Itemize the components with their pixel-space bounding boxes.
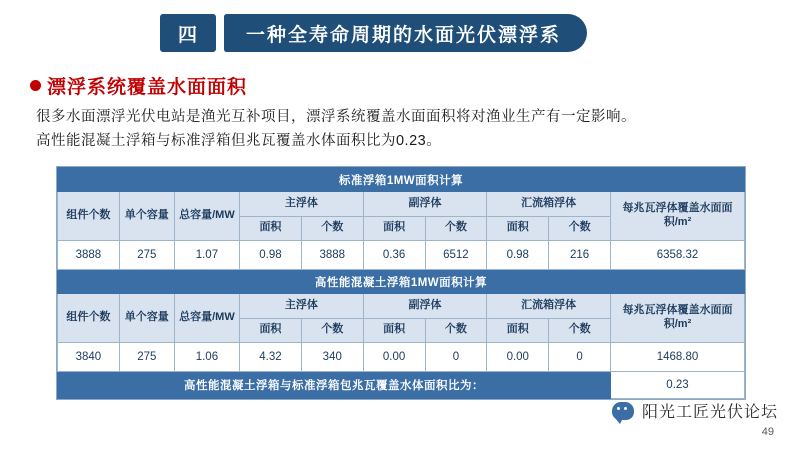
cell-sub-count: 0 <box>425 343 487 372</box>
footer-brand <box>612 399 778 422</box>
header-per-mw-area: 每兆瓦浮体覆盖水面面积/m² <box>611 192 745 241</box>
table-row <box>58 241 745 270</box>
cell-combiner-count: 0 <box>549 343 611 372</box>
header-combiner-area: 面积 <box>487 318 549 343</box>
cell-total-capacity: 1.07 <box>174 241 239 270</box>
section-heading-label: 漂浮系统覆盖水面面积 <box>47 77 248 98</box>
bullet-dot-icon <box>30 80 41 91</box>
cell-per-mw-area: 1468.80 <box>611 343 745 372</box>
header-module-count: 组件个数 <box>58 192 120 241</box>
area-calculation-table <box>56 166 746 400</box>
header-combiner-count: 个数 <box>549 216 611 241</box>
header-main-area: 面积 <box>240 318 302 343</box>
body-paragraph <box>36 106 772 154</box>
cell-combiner-area: 0.98 <box>487 241 549 270</box>
table-header-row-standard-top <box>58 192 745 217</box>
cell-module-count: 3888 <box>58 241 120 270</box>
header-unit-capacity: 单个容量 <box>119 192 174 241</box>
page-number: 49 <box>761 426 774 438</box>
cell-combiner-area: 0.00 <box>487 343 549 372</box>
ratio-value: 0.23 <box>611 372 745 399</box>
cell-total-capacity: 1.06 <box>174 343 239 372</box>
slide-title: 一种全寿命周期的水面光伏漂浮系 <box>224 14 587 52</box>
ratio-label: 高性能混凝土浮箱与标准浮箱包兆瓦覆盖水体面积比为： <box>58 372 611 399</box>
header-main-float: 主浮体 <box>240 294 364 319</box>
header-module-count: 组件个数 <box>58 294 120 343</box>
cell-main-area: 4.32 <box>240 343 302 372</box>
cell-main-count: 3888 <box>301 241 363 270</box>
slide-header <box>160 14 587 52</box>
header-sub-float: 副浮体 <box>363 192 487 217</box>
cell-main-area: 0.98 <box>240 241 302 270</box>
paragraph-line-2: 高性能混凝土浮箱与标准浮箱但兆瓦覆盖水体面积比为0.23。 <box>36 132 442 149</box>
paragraph-line-1: 很多水面漂浮光伏电站是渔光互补项目，漂浮系统覆盖水面面积将对渔业生产有一定影响。 <box>36 109 636 125</box>
table-row <box>58 343 745 372</box>
header-combiner-float: 汇流箱浮体 <box>487 192 611 217</box>
header-per-mw-area: 每兆瓦浮体覆盖水面面积/m² <box>611 294 745 343</box>
banner-standard-label: 标准浮箱1MW面积计算 <box>58 168 745 192</box>
header-sub-count: 个数 <box>425 318 487 343</box>
cell-sub-area: 0.00 <box>363 343 425 372</box>
cell-main-count: 340 <box>301 343 363 372</box>
header-main-count: 个数 <box>301 216 363 241</box>
header-main-count: 个数 <box>301 318 363 343</box>
banner-high-label: 高性能混凝土浮箱1MW面积计算 <box>58 270 745 294</box>
header-main-area: 面积 <box>240 216 302 241</box>
cell-sub-count: 6512 <box>425 241 487 270</box>
table-ratio-row <box>58 372 745 399</box>
header-unit-capacity: 单个容量 <box>119 294 174 343</box>
section-number: 四 <box>160 14 216 52</box>
brand-label: 阳光工匠光伏论坛 <box>641 404 778 421</box>
wechat-icon <box>612 402 634 420</box>
header-total-capacity: 总容量/MW <box>174 294 239 343</box>
cell-module-count: 3840 <box>58 343 120 372</box>
header-sub-float: 副浮体 <box>363 294 487 319</box>
header-combiner-count: 个数 <box>549 318 611 343</box>
header-total-capacity: 总容量/MW <box>174 192 239 241</box>
header-combiner-area: 面积 <box>487 216 549 241</box>
header-combiner-float: 汇流箱浮体 <box>487 294 611 319</box>
cell-sub-area: 0.36 <box>363 241 425 270</box>
table-banner-standard <box>58 168 745 192</box>
table-banner-high-performance <box>58 270 745 294</box>
section-heading <box>30 72 247 99</box>
cell-unit-capacity: 275 <box>119 343 174 372</box>
header-sub-area: 面积 <box>363 216 425 241</box>
cell-unit-capacity: 275 <box>119 241 174 270</box>
cell-combiner-count: 216 <box>549 241 611 270</box>
table-header-row-high-top <box>58 294 745 319</box>
header-sub-area: 面积 <box>363 318 425 343</box>
header-sub-count: 个数 <box>425 216 487 241</box>
header-main-float: 主浮体 <box>240 192 364 217</box>
cell-per-mw-area: 6358.32 <box>611 241 745 270</box>
